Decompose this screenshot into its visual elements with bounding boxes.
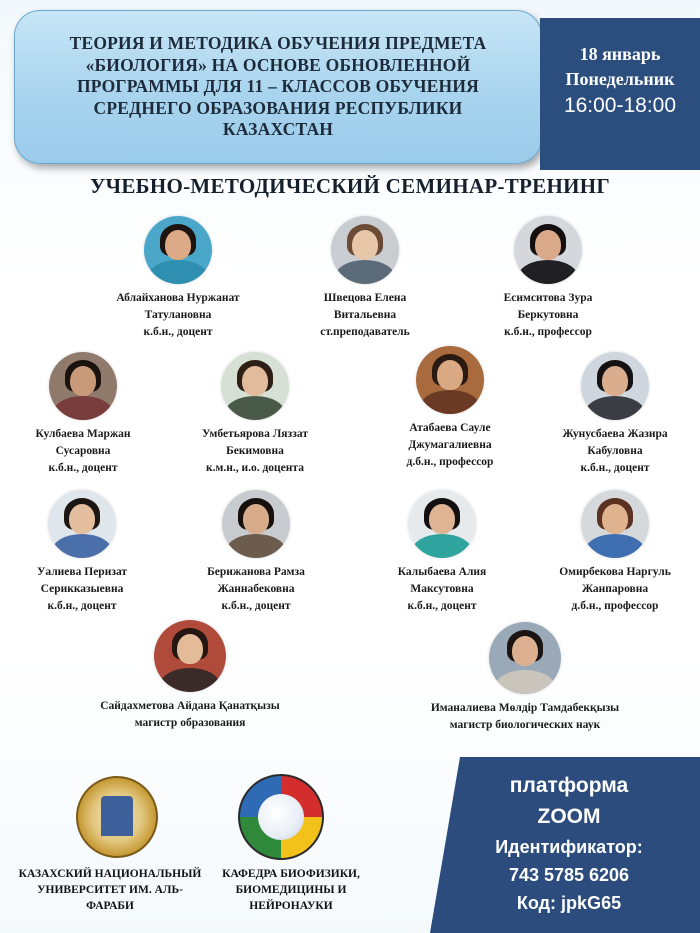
speaker-photo [489, 622, 561, 694]
speaker-patronymic: Жанпаровна [581, 583, 649, 595]
caption-line: НЕЙРОНАУКИ [249, 900, 333, 912]
speaker-name: Умбетьярова Ляззат [202, 428, 308, 440]
speaker-position: д.б.н., профессор [406, 456, 494, 468]
caption-line: УНИВЕРСИТЕТ ИМ. АЛЬ- [37, 884, 183, 896]
title-line: «БИОЛОГИЯ» НА ОСНОВЕ ОБНОВЛЕННОЙ [85, 54, 471, 75]
platform-info [450, 771, 688, 917]
title-line: ТЕОРИЯ И МЕТОДИКА ОБУЧЕНИЯ ПРЕДМЕТА [69, 33, 487, 54]
speaker-patronymic: Беркутовна [517, 309, 579, 321]
speaker-patronymic: Максутовна [410, 583, 474, 595]
speaker-position: к.б.н., доцент [48, 462, 118, 474]
speaker-card [290, 216, 440, 341]
speaker-position: ст.преподаватель [320, 326, 410, 338]
speaker-photo [221, 352, 289, 420]
event-type-heading: УЧЕБНО-МЕТОДИЧЕСКИЙ СЕМИНАР-ТРЕНИНГ [89, 174, 611, 198]
speaker-card [12, 490, 152, 615]
speaker-name: Калыбаева Алия [397, 566, 487, 578]
speaker-photo [581, 490, 649, 558]
speaker-position: магистр образования [134, 717, 246, 729]
page-title [52, 33, 505, 141]
speaker-position: к.б.н., доцент [407, 600, 477, 612]
title-line: СРЕДНЕГО ОБРАЗОВАНИЯ РЕСПУБЛИКИ [93, 97, 463, 118]
speaker-position: к.б.н., профессор [504, 326, 592, 338]
date-info [545, 42, 695, 120]
speaker-photo [144, 216, 212, 284]
event-date: 18 январь [579, 44, 661, 64]
speaker-name: Швецова Елена [323, 292, 407, 304]
speaker-name: Берижанова Рамза [207, 566, 305, 578]
speaker-card [540, 352, 690, 477]
speaker-photo [581, 352, 649, 420]
speaker-name: Иманалиева Мөлдір Тамдабекқызы [430, 702, 620, 714]
speaker-photo [331, 216, 399, 284]
caption-line: КАФЕДРА БИОФИЗИКИ, [222, 868, 360, 880]
speaker-patronymic: Сусаровна [55, 445, 111, 457]
meeting-passcode: Код: jpkG65 [516, 893, 622, 913]
speaker-name: Омирбекова Наргуль [559, 566, 671, 578]
speaker-card [478, 216, 618, 341]
speaker-photo [49, 352, 117, 420]
speaker-position: к.б.н., доцент [221, 600, 291, 612]
caption-line: ФАРАБИ [86, 900, 134, 912]
speaker-card [372, 490, 512, 615]
speaker-card [540, 490, 690, 615]
speaker-card [180, 352, 330, 477]
speaker-position: д.б.н., профессор [571, 600, 659, 612]
speaker-patronymic: Татулановна [144, 309, 212, 321]
speaker-position: к.б.н., доцент [47, 600, 117, 612]
speaker-position: к.б.н., доцент [580, 462, 650, 474]
speaker-name: Уалиева Перизат [36, 566, 128, 578]
meeting-id-value: 743 5785 6206 [508, 865, 630, 885]
speaker-photo [154, 620, 226, 692]
caption-line: БИОМЕДИЦИНЫ И [235, 884, 347, 896]
speaker-photo [408, 490, 476, 558]
speaker-position: к.м.н., и.о. доцента [206, 462, 304, 474]
speaker-card [70, 620, 310, 732]
speaker-name: Жунусбаева Жазира [562, 428, 668, 440]
speaker-name: Есимситова Зура [503, 292, 593, 304]
speaker-card [186, 490, 326, 615]
speaker-card [88, 216, 268, 341]
speaker-patronymic: Серикказыевна [40, 583, 124, 595]
event-weekday: Понедельник [565, 69, 675, 89]
event-time: 16:00-18:00 [563, 94, 677, 117]
speaker-name: Аблайханова Нуржанат [116, 292, 240, 304]
speaker-patronymic: Витальевна [333, 309, 397, 321]
speaker-photo [222, 490, 290, 558]
speaker-photo [416, 346, 484, 414]
logos-area [10, 770, 430, 930]
speaker-name: Сайдахметова Айдана Қанатқызы [100, 700, 280, 712]
platform-name: ZOOM [537, 805, 601, 828]
speaker-photo [514, 216, 582, 284]
caption-line: КАЗАХСКИЙ НАЦИОНАЛЬНЫЙ [18, 868, 202, 880]
kaznu-caption [10, 866, 210, 914]
speaker-patronymic: Жаннабековна [217, 583, 295, 595]
speaker-photo [48, 490, 116, 558]
speaker-card [380, 346, 520, 471]
title-line: КАЗАХСТАН [222, 119, 334, 140]
speaker-card [400, 622, 650, 734]
department-caption [206, 866, 376, 914]
speaker-patronymic: Джумагалиевна [408, 439, 492, 451]
kaznu-emblem-icon [76, 776, 158, 858]
speaker-patronymic: Бекимовна [226, 445, 284, 457]
title-banner [14, 10, 542, 164]
speaker-position: магистр биологических наук [449, 719, 601, 731]
speaker-patronymic: Кабуловна [587, 445, 643, 457]
department-emblem-icon [238, 774, 324, 860]
title-line: ПРОГРАММЫ ДЛЯ 11 – КЛАССОВ ОБУЧЕНИЯ [77, 76, 479, 97]
meeting-id-label: Идентификатор: [495, 837, 643, 857]
speaker-card [8, 352, 158, 477]
speaker-position: к.б.н., доцент [143, 326, 213, 338]
platform-label: платформа [509, 774, 629, 797]
speaker-name: Атабаева Сауле [409, 422, 491, 434]
speaker-name: Кулбаева Маржан [35, 428, 131, 440]
